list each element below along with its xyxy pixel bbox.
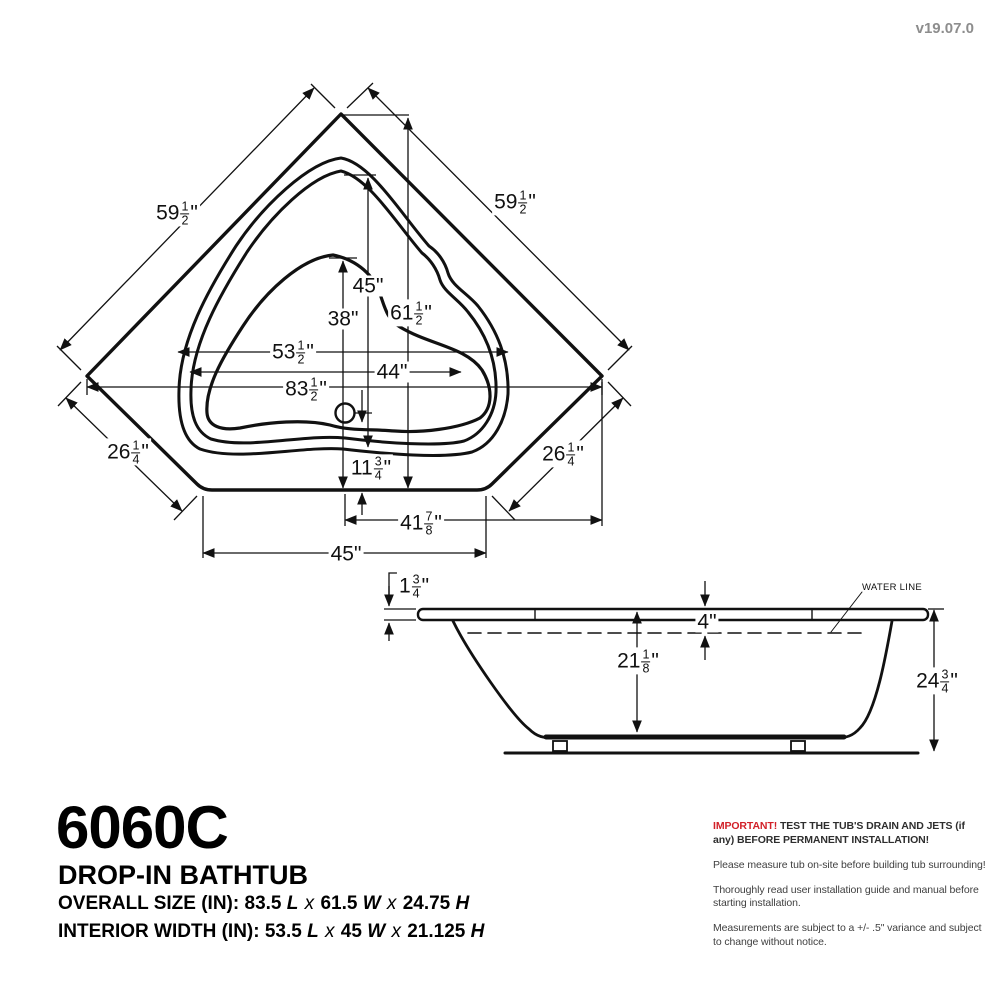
- dim-1threequarter: 1 3 4 ": [398, 572, 430, 601]
- top-view-tub-outline: [87, 114, 602, 490]
- note-important: IMPORTANT! TEST THE TUB'S DRAIN AND JETS (if any) BEFORE PERMANENT INSTALLATION!: [713, 820, 965, 846]
- version-number: v19.07.0: [915, 20, 974, 37]
- tub-foot: [553, 741, 567, 751]
- dim-21eighth: 21 1 8 ": [617, 647, 659, 676]
- dim-44: 44 ": [376, 360, 408, 384]
- dim-26quarter-right: 26 1 4 ": [542, 440, 584, 469]
- note-read-guide: Thoroughly read user installation guide and manual before starting installation.: [713, 883, 979, 910]
- dim-24threequarter: 24 3 4 ": [916, 667, 958, 696]
- model-number: 6060C: [56, 794, 228, 861]
- tub-foot: [791, 741, 805, 751]
- side-view-tub-outline: [418, 592, 928, 753]
- dim-45-bottom: 45 ": [330, 542, 362, 566]
- note-variance: Measurements are subject to a +/- .5" variance and subject to change without notice.: [713, 922, 982, 949]
- dim-61half: 61 1 2 ": [390, 299, 432, 328]
- dim-53half: 53 1 2 ": [272, 338, 314, 367]
- water-line-label: WATER LINE: [862, 582, 923, 593]
- dim-59half-left: 59 1 2 ": [156, 199, 198, 228]
- dim-41seveneighth: 41 7 8 ": [400, 509, 442, 538]
- dim-83half: 83 1 2 ": [285, 375, 327, 404]
- side-view-dimension-lines: [384, 573, 944, 751]
- dim-38: 38 ": [327, 307, 359, 331]
- dim-11threequarter: 11 3 4 ": [350, 454, 392, 483]
- dim-26quarter-left: 26 1 4 ": [107, 438, 149, 467]
- drain-icon: [336, 404, 355, 423]
- dim-4: 4 ": [697, 610, 717, 634]
- note-measure: Please measure tub on-site before building tub surrounding!: [713, 858, 986, 871]
- installation-notes: [713, 820, 987, 961]
- interior-width-line: INTERIOR WIDTH (IN): 53.5 L x 45 W x 21.125 H: [58, 921, 485, 942]
- dim-59half-right: 59 1 2 ": [494, 188, 536, 217]
- dim-45-vertical: 45 ": [352, 274, 384, 298]
- important-label: IMPORTANT!: [713, 820, 778, 832]
- product-type: DROP-IN BATHTUB: [58, 860, 308, 890]
- overall-size-line: OVERALL SIZE (IN): 83.5 L x 61.5 W x 24.75 H: [58, 893, 470, 914]
